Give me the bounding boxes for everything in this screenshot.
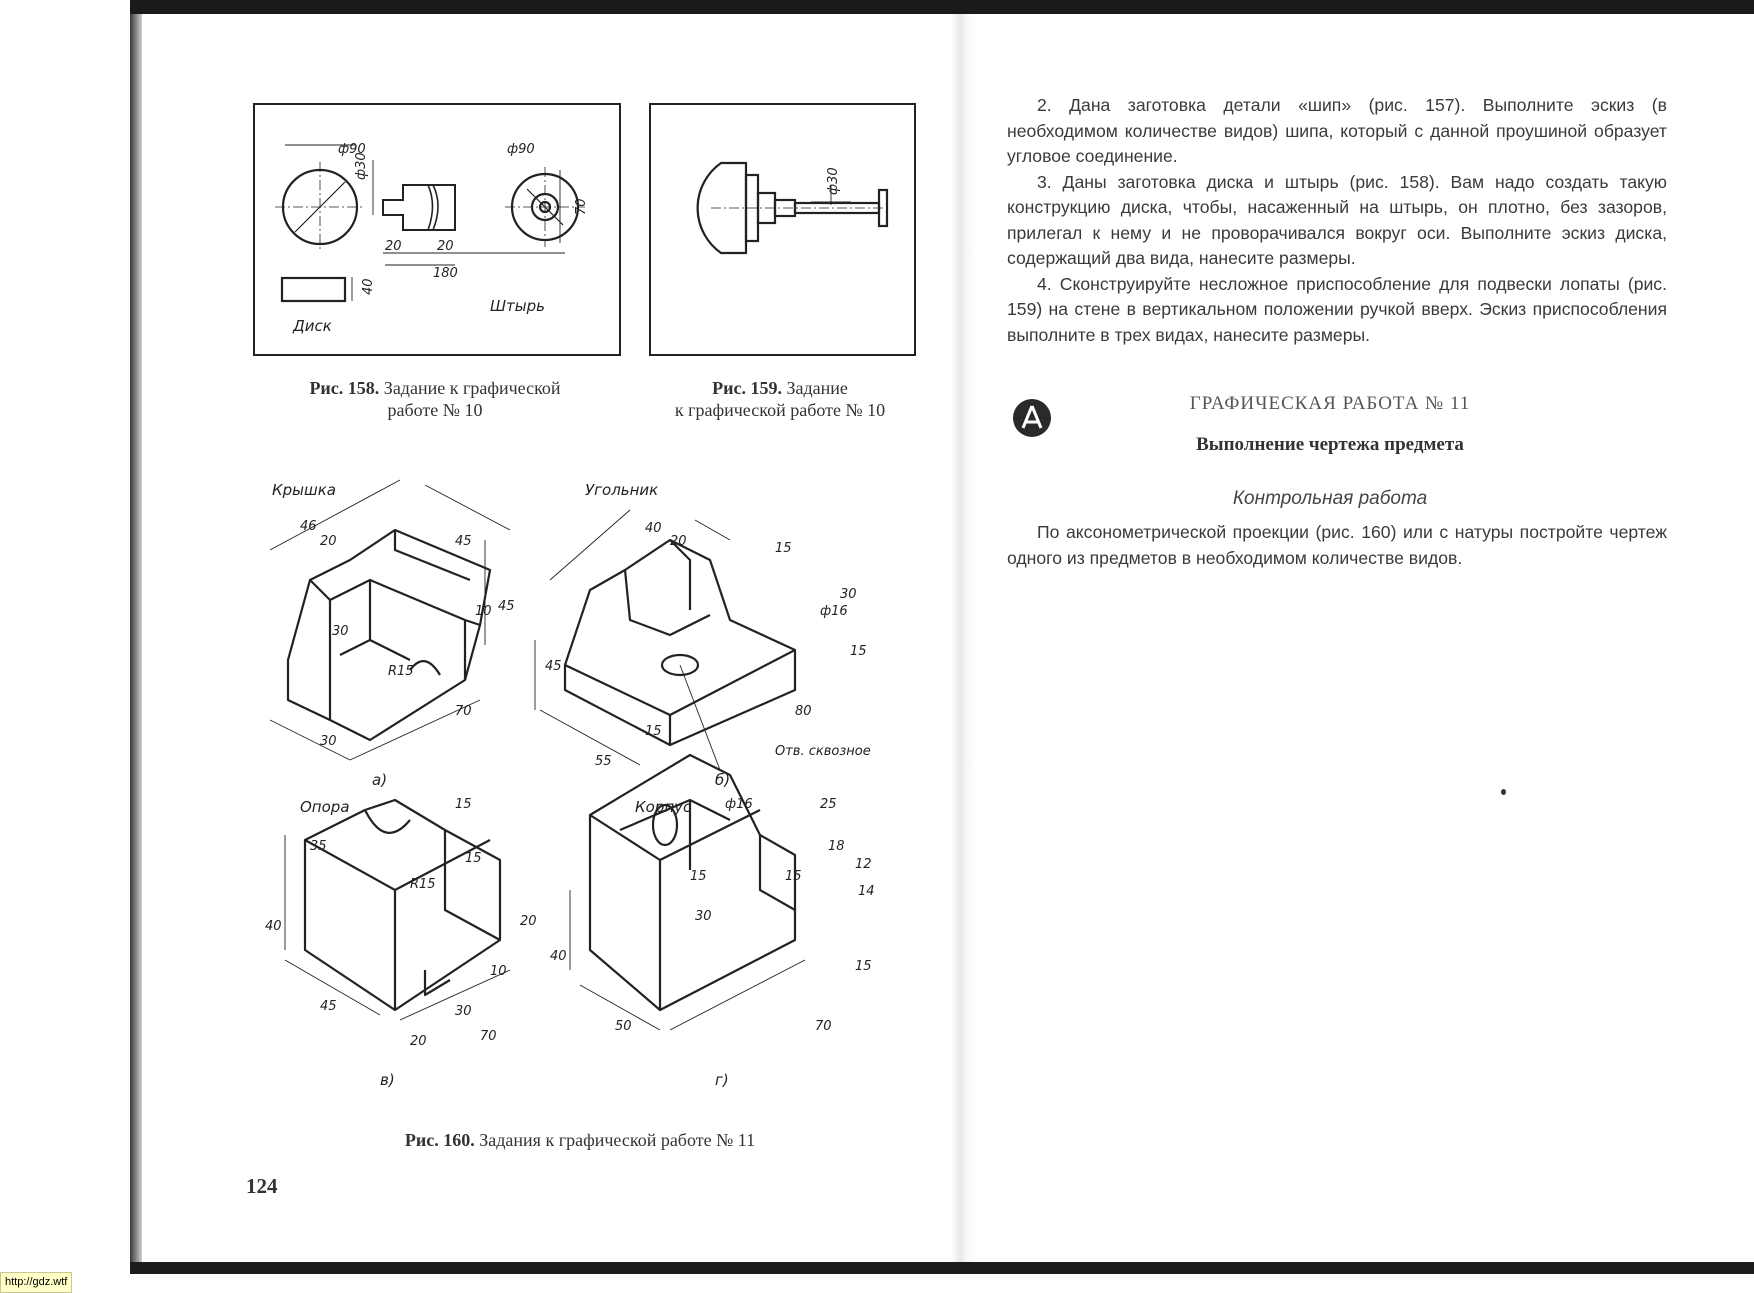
fig158-caption — [253, 377, 617, 421]
fig159-caption — [640, 377, 920, 421]
fig160g-dim: 12 — [855, 857, 872, 872]
fig158-dim: ф90 — [507, 142, 535, 157]
fig160b-dim: 15 — [645, 724, 662, 739]
fig160v-dim: 45 — [320, 999, 337, 1014]
fig158-dim: ф30 — [354, 152, 369, 180]
fig158-dim: 40 — [361, 278, 376, 295]
fig160g-dim: 14 — [858, 884, 875, 899]
right-text-block-2 — [1007, 520, 1667, 571]
fig160g-dim: ф16 — [725, 797, 753, 812]
fig159-drawing — [651, 105, 914, 354]
fig160-caption — [300, 1129, 860, 1151]
pin-label: Штырь — [490, 297, 545, 315]
fig160v-dim: R15 — [410, 877, 436, 892]
fig159-caption-text2: к графической работе № 10 — [674, 400, 886, 420]
fig160b-note: Отв. сквозное — [775, 744, 871, 759]
fig159-caption-text: Задание — [786, 378, 848, 398]
fig158-drawing — [255, 105, 619, 354]
fig160g-dim: 15 — [690, 869, 707, 884]
fig160a-dim: 30 — [320, 734, 337, 749]
right-text-block-1 — [1007, 93, 1667, 348]
fig158-dim: 20 — [385, 239, 402, 254]
fig160b-dim: 40 — [645, 521, 662, 536]
fig160a-dim: 10 — [475, 604, 492, 619]
task-2-paragraph: 2. Дана заготовка детали «шип» (рис. 157). Выполните эскиз (в необходимом количестве видов) шипа, который с данной проушиной образует угловое соединение. — [1007, 95, 1667, 166]
fig159-caption-num: Рис. 159. — [712, 378, 782, 398]
fig158-caption-num: Рис. 158. — [309, 378, 380, 398]
top-margin — [0, 0, 130, 14]
fig160g-dim: 18 — [828, 839, 845, 854]
fig160g-title: Корпус — [635, 798, 692, 816]
fig158-caption-text2: работе № 10 — [387, 400, 483, 420]
fig160v-dim: 10 — [490, 964, 507, 979]
fig160b-dim: ф16 — [820, 604, 848, 619]
fig160-caption-num: Рис. 160. — [404, 1130, 475, 1150]
fig160b-title: Угольник — [585, 481, 659, 499]
section-heading-main: Выполнение чертежа предмета — [1196, 434, 1464, 455]
fig160b-dim: 45 — [545, 659, 562, 674]
fig160v-dim: 15 — [465, 851, 482, 866]
fig160a-dim: 20 — [320, 534, 337, 549]
fig160a-dim: 45 — [498, 599, 515, 614]
fig160g-dim: 40 — [550, 949, 567, 964]
fig160g-dim: 50 — [615, 1019, 632, 1034]
fig160v-dim: 20 — [410, 1034, 427, 1049]
fig160v-dim: 70 — [480, 1029, 497, 1044]
fig160g-dim: 15 — [855, 959, 872, 974]
fig160v-dim: 15 — [455, 797, 472, 812]
fig160b-dim: 15 — [775, 541, 792, 556]
fig160a-dim: 46 — [300, 519, 317, 534]
fig158-dim: 20 — [437, 239, 454, 254]
fig160v-letter: в) — [380, 1071, 395, 1089]
fig160a-dim: 45 — [455, 534, 472, 549]
fig160a-dim: R15 — [388, 664, 414, 679]
page-number: 124 — [246, 1174, 278, 1198]
fig160g-dim: 30 — [695, 909, 712, 924]
fig158-frame — [253, 103, 621, 356]
fig160g-letter: г) — [715, 1071, 729, 1089]
fig160b-letter: б) — [715, 771, 731, 789]
fig160b-dim: 30 — [840, 587, 857, 602]
fig160a-dim: 70 — [455, 704, 472, 719]
ink-dot — [1501, 789, 1506, 795]
fig158-dim: ф90 — [338, 142, 366, 157]
section-icon — [1012, 398, 1052, 438]
bottom-edge-shadow — [130, 1262, 1754, 1274]
url-tag[interactable]: http://gdz.wtf — [0, 1272, 72, 1293]
fig160g-dim: 25 — [820, 797, 837, 812]
top-edge-shadow — [130, 0, 1754, 14]
fig160v-dim: 20 — [520, 914, 537, 929]
fig160v-dim: 40 — [265, 919, 282, 934]
fig160b-dim: 55 — [595, 754, 612, 769]
task-paragraph: По аксонометрической проекции (рис. 160) или с натуры постройте чертеж одного из предметов в необходимом количестве видов. — [1007, 522, 1667, 568]
fig160g-dim: 70 — [815, 1019, 832, 1034]
fig160-drawings — [250, 470, 930, 1110]
fig158-dim: 70 — [574, 198, 589, 215]
left-edge-shadow — [130, 14, 142, 1264]
book-spine — [950, 14, 976, 1269]
task-4-paragraph: 4. Сконструируйте несложное приспособление для подвески лопаты (рис. 159) на стене в вертикальном положении ручкой вверх. Эскиз приспособления выполните в трех видах, нанесите размеры. — [1007, 273, 1667, 345]
fig160b-dim: 20 — [670, 534, 687, 549]
fig160a-dim: 30 — [332, 624, 349, 639]
fig159-frame — [649, 103, 916, 356]
fig160-caption-text: Задания к графической работе № 11 — [479, 1130, 756, 1150]
fig160v-dim: 35 — [310, 839, 327, 854]
fig160a-title: Крышка — [272, 481, 336, 499]
fig158-caption-text: Задание к графической — [383, 378, 561, 398]
task-3-paragraph: 3. Даны заготовка диска и штырь (рис. 158). Вам надо создать такую конструкцию диска, чтобы, насаженный на штырь, он плотно, без зазоров, прилегал к нему и не проворачивался вокруг оси. Выполните эскиз диска, содержащий два вида, нанесите размеры. — [1007, 171, 1667, 268]
fig159-dim: ф30 — [826, 167, 841, 195]
fig160b-dim: 15 — [850, 644, 867, 659]
fig160g-dim: 15 — [785, 869, 802, 884]
disk-label: Диск — [293, 317, 332, 335]
section-heading-italic: Контрольная работа — [1232, 488, 1428, 509]
fig160b-dim: 80 — [795, 704, 812, 719]
fig158-dim: 180 — [433, 266, 458, 281]
section-heading-sub: ГРАФИЧЕСКАЯ РАБОТА № 11 — [1189, 393, 1471, 414]
fig160a-letter: а) — [372, 771, 388, 789]
fig160v-title: Опора — [300, 798, 350, 816]
fig160v-dim: 30 — [455, 1004, 472, 1019]
